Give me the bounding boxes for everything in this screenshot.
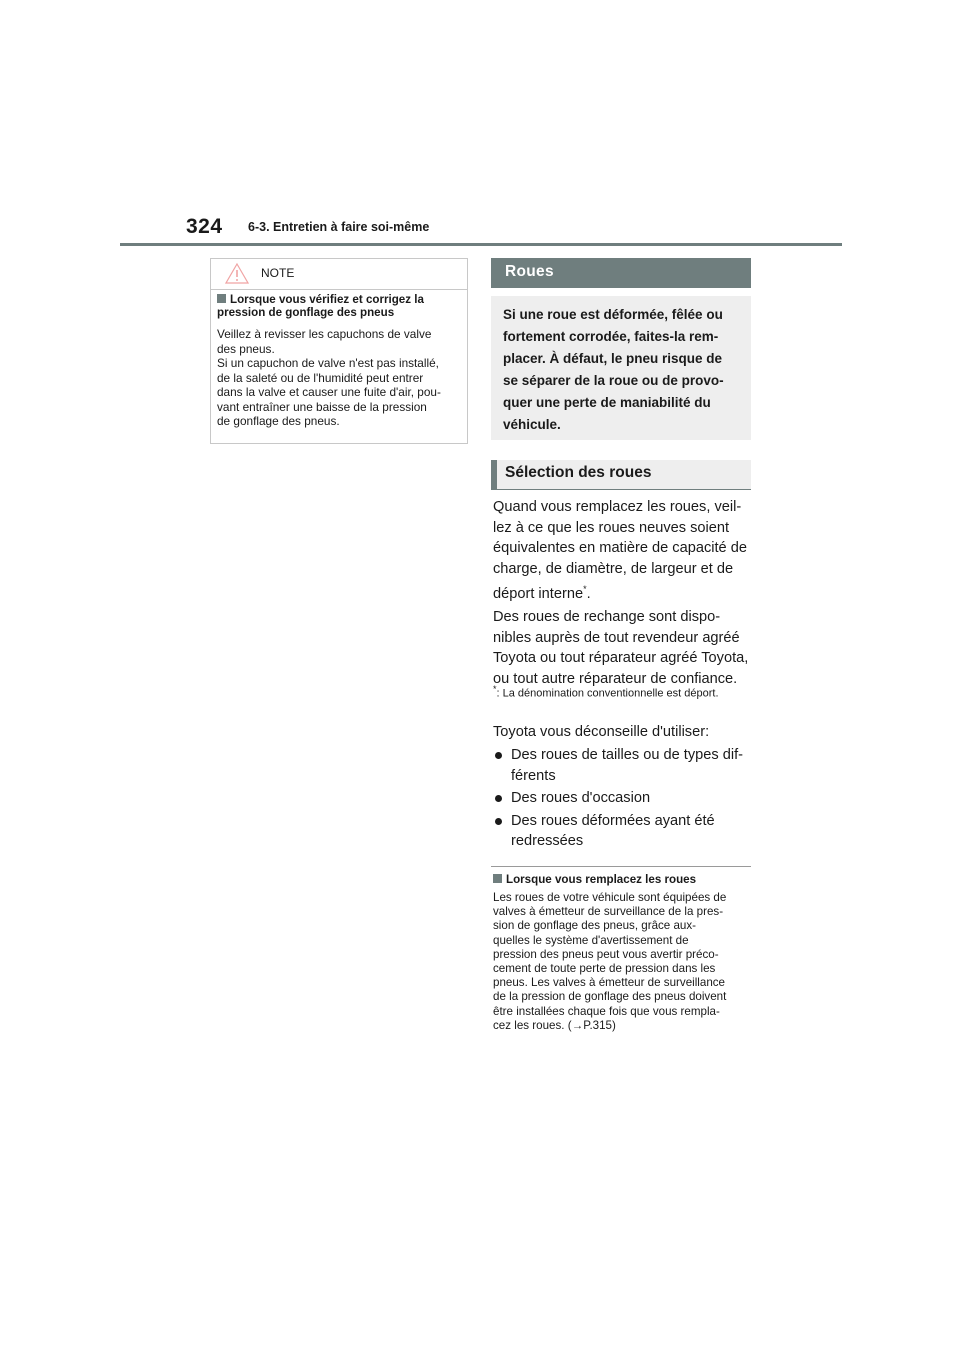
roues-warning: Si une roue est déformée, fêlée ou fortement corrodée, faites-la rem- placer. À défaut, le pneu risque de se séparer de la roue ou de provo- quer une perte de maniabilité du véhicule.: [491, 296, 751, 440]
bullet-icon: [495, 752, 502, 759]
footnote: *: La dénomination conventionnelle est déport.: [493, 684, 719, 700]
page-number: 324: [186, 215, 223, 238]
section-title: 6-3. Entretien à faire soi-même: [248, 220, 430, 234]
roues-heading: Roues: [491, 258, 751, 288]
note-header: [211, 259, 467, 290]
list-item: Des roues d'occasion: [493, 788, 753, 809]
warning-triangle-icon: [225, 263, 249, 284]
replace-subheading: Lorsque vous remplacez les roues: [493, 873, 696, 886]
square-bullet-icon: [493, 874, 502, 883]
list-item: Des roues de tailles ou de types dif-férents: [493, 745, 753, 786]
replace-body: Les roues de votre véhicule sont équipées de valves à émetteur de surveillance de la pres- sion de gonflage des pneus, grâce aux- quelles le système d'avertissement de pression des pneus peut vous avertir préco- cement de toute perte de pression dans les pneus. Les valves à émetteur de surveillance de la pression de gonflage des pneus doivent être installées chaque fois que vous rempla- cez les roues. (→P.315): [493, 891, 727, 1032]
note-subheading: Lorsque vous vérifiez et corrigez la pression de gonflage des pneus: [217, 293, 424, 319]
note-box: [210, 258, 468, 444]
note-label: NOTE: [261, 266, 295, 280]
square-bullet-icon: [217, 294, 226, 303]
header-divider: [120, 243, 842, 246]
bullet-icon: [495, 795, 502, 802]
note-body: Veillez à revisser les capuchons de valve des pneus. Si un capuchon de valve n'est pas installé, de la saleté ou de l'humidité peut entrer dans la valve et causer une fuite d'air, pou- vant entraîner une baisse de la pression de gonflage des pneus.: [217, 327, 441, 428]
selection-paragraph-3: Toyota vous déconseille d'utiliser:: [493, 724, 710, 740]
list-item: Des roues déformées ayant été redressées: [493, 811, 753, 852]
bullet-list: [493, 743, 753, 852]
selection-paragraph-1: Quand vous remplacez les roues, veil-lez à ce que les roues neuves soient équivalentes en matière de capacité de charge, de diamètre, de largeur et de déport interne*.: [493, 499, 747, 602]
selection-paragraph-2: Des roues de rechange sont dispo-nibles auprès de tout revendeur agréé Toyota ou tout réparateur agréé Toyota, ou tout autre réparateur de confiance.: [493, 609, 749, 687]
bullet-icon: [495, 818, 502, 825]
selection-heading: Sélection des roues: [491, 460, 751, 490]
section-divider: [491, 866, 751, 867]
